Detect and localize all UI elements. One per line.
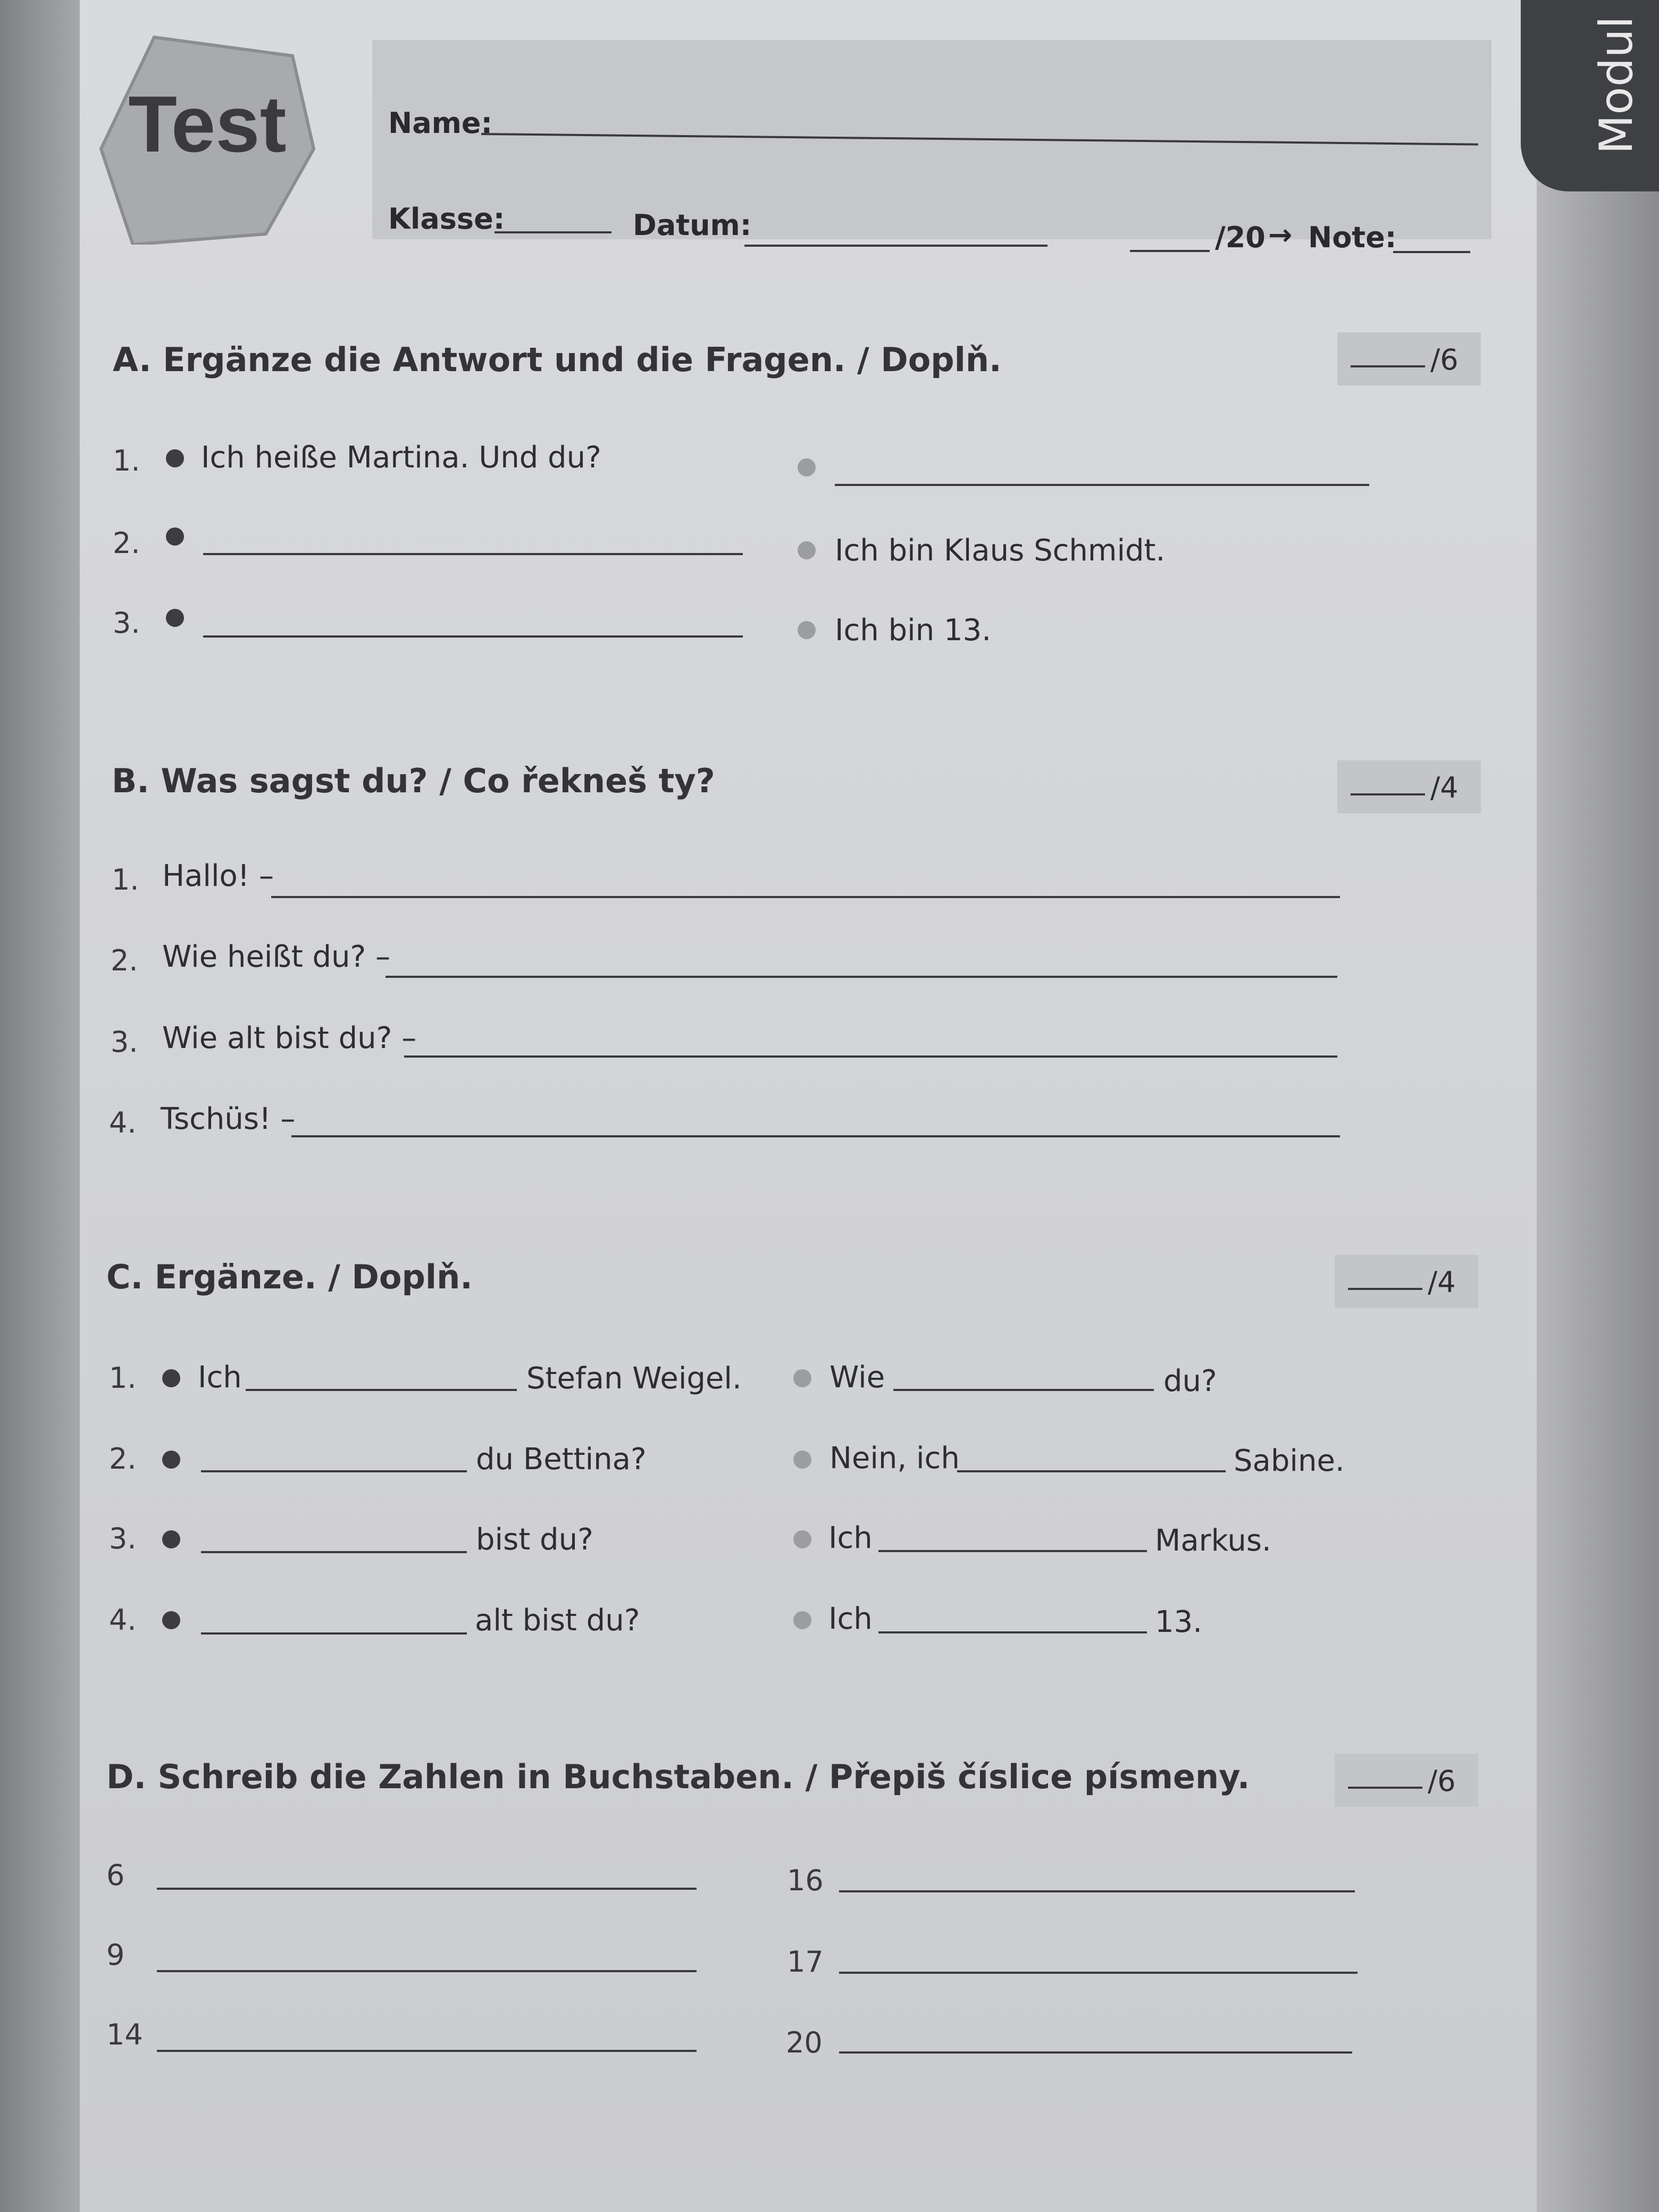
section-a-score-max: /6 [1430,343,1459,376]
speaker-dark-icon [162,1451,180,1469]
speaker-dark-icon [162,1369,180,1387]
section-c-score-field[interactable] [1348,1288,1422,1290]
c-item-text: Stefan Weigel. [526,1361,742,1396]
c-item-text: Wie [830,1360,885,1395]
d-number: 9 [106,1938,125,1972]
a-item-number: 2. [113,526,140,560]
a-item-answer-field[interactable] [835,484,1369,486]
c-item-text: Ich [828,1521,873,1555]
c-item-text: du Bettina? [476,1442,647,1477]
d-answer-field[interactable] [839,2051,1352,2054]
date-label: Datum: [633,208,752,242]
section-d-title: D. Schreib die Zahlen in Buchstaben. / Přepiš číslice písmeny. [106,1757,1250,1796]
section-d-score-max: /6 [1428,1764,1456,1798]
c-item-text: Nein, ich [830,1441,960,1476]
a-item-response: Ich bin Klaus Schmidt. [835,533,1166,568]
d-number: 16 [787,1864,824,1897]
c-item-text: 13. [1155,1605,1203,1639]
arrow-icon: → [1268,218,1293,252]
d-answer-field[interactable] [157,2050,697,2052]
section-d-score [1335,1754,1478,1807]
c-item-number: 1. [109,1361,137,1395]
d-number: 20 [786,2026,823,2059]
speaker-dark-icon [166,449,184,467]
speaker-light-icon [793,1611,811,1629]
d-answer-field[interactable] [839,1890,1355,1892]
grade-field[interactable] [1393,251,1470,253]
c-item-text: bist du? [476,1522,593,1557]
c-item-number: 4. [109,1603,137,1637]
a-item-response: Ich bin 13. [835,613,992,648]
page-shadow-left [0,0,80,2212]
d-answer-field[interactable] [157,1970,697,1972]
d-answer-field[interactable] [157,1888,697,1890]
speaker-dark-icon [162,1611,180,1629]
d-number: 6 [106,1858,125,1892]
a-item-prompt: Ich heiße Martina. Und du? [201,440,601,475]
class-field[interactable] [495,231,611,233]
b-item-prompt: Wie alt bist du? – [162,1021,417,1055]
d-number: 14 [106,2018,143,2051]
b-item-number: 4. [109,1106,137,1139]
c-item-text: Markus. [1155,1523,1271,1558]
speaker-light-icon [793,1530,811,1548]
c-item-blank[interactable] [201,1551,467,1553]
a-item-question-field[interactable] [203,635,743,638]
b-item-number: 3. [111,1025,138,1059]
module-tab-label: Modul [1590,16,1643,154]
a-item-question-field[interactable] [203,553,743,555]
test-badge-label: Test [128,79,287,169]
speaker-light-icon [793,1451,811,1469]
test-badge [96,27,319,245]
section-a-score-field[interactable] [1351,365,1425,367]
c-item-blank[interactable] [878,1550,1147,1552]
a-item-number: 3. [113,606,140,640]
b-item-number: 2. [111,944,138,977]
section-a-title: A. Ergänze die Antwort und die Fragen. / Doplň. [113,340,1002,379]
b-item-prompt: Hallo! – [162,859,274,893]
c-item-blank[interactable] [957,1470,1226,1472]
grade-label: Note: [1308,221,1397,254]
section-c-score [1335,1255,1478,1308]
c-item-text: Ich [198,1360,242,1395]
d-answer-field[interactable] [839,1972,1358,1974]
name-label: Name: [388,106,493,140]
d-number: 17 [787,1945,824,1979]
b-item-answer-field[interactable] [386,976,1337,978]
b-item-answer-field[interactable] [404,1055,1337,1058]
section-a-score [1337,332,1481,386]
page-shadow-right [1537,0,1659,2212]
b-item-prompt: Wie heißt du? – [162,940,391,974]
c-item-blank[interactable] [201,1470,467,1472]
total-score-field[interactable] [1130,250,1210,252]
c-item-text: Ich [828,1602,873,1636]
speaker-light-icon [798,621,816,639]
class-label: Klasse: [388,202,505,236]
section-c-title: C. Ergänze. / Doplň. [106,1258,473,1296]
speaker-dark-icon [166,609,184,627]
c-item-text: du? [1163,1364,1217,1398]
speaker-dark-icon [166,527,184,546]
speaker-light-icon [793,1369,811,1387]
date-field[interactable] [744,245,1048,247]
total-points: /20 [1215,221,1266,254]
c-item-blank[interactable] [201,1632,467,1635]
section-b-score [1337,760,1481,814]
speaker-light-icon [798,458,816,476]
section-d-score-field[interactable] [1348,1787,1422,1789]
section-c-score-max: /4 [1428,1266,1456,1299]
a-item-number: 1. [113,444,140,477]
b-item-answer-field[interactable] [271,896,1340,898]
c-item-blank[interactable] [893,1389,1154,1391]
c-item-text: Sabine. [1234,1444,1345,1478]
c-item-blank[interactable] [246,1389,517,1391]
section-b-score-max: /4 [1430,771,1459,805]
c-item-number: 2. [109,1442,137,1476]
b-item-prompt: Tschüs! – [161,1102,296,1136]
speaker-light-icon [798,541,816,559]
c-item-number: 3. [109,1522,137,1555]
c-item-text: alt bist du? [475,1603,640,1638]
b-item-number: 1. [112,863,139,896]
section-b-score-field[interactable] [1351,793,1425,795]
speaker-dark-icon [162,1530,180,1548]
b-item-answer-field[interactable] [291,1135,1340,1137]
c-item-blank[interactable] [878,1631,1147,1633]
section-b-title: B. Was sagst du? / Co řekneš ty? [112,761,715,800]
